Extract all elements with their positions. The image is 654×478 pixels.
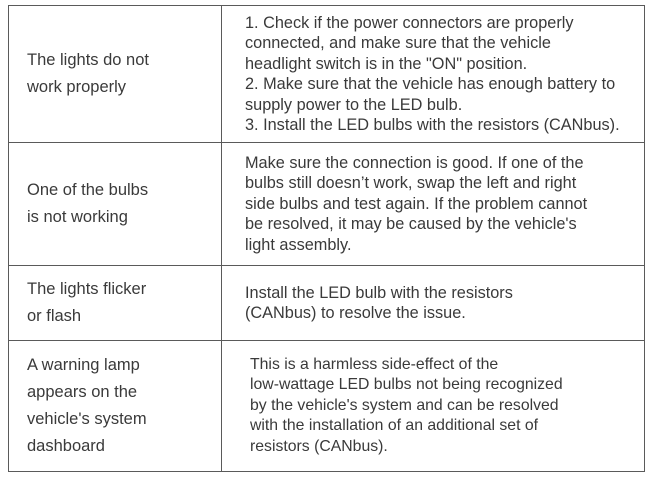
problem-text: work properly: [27, 78, 127, 96]
solution-text: light assembly.: [245, 235, 352, 254]
solution-cell: [222, 6, 645, 143]
problem-cell: [9, 266, 222, 341]
solution-text: Install the LED bulb with the resistors: [245, 283, 513, 302]
problem-text: The lights do not: [27, 51, 149, 69]
solution-text: be resolved, it may be caused by the vehicle's: [245, 215, 577, 234]
solution-text: This is a harmless side-effect of the: [250, 355, 499, 373]
problem-text: One of the bulbs: [27, 181, 149, 199]
solution-text: Make sure the connection is good. If one of the: [245, 153, 584, 172]
problem-text: is not working: [27, 208, 128, 226]
solution-text: with the installation of an additional set of: [250, 417, 539, 435]
problem-text: dashboard: [27, 437, 105, 455]
problem-text: The lights flicker: [27, 280, 147, 298]
solution-text: 3. Install the LED bulbs with the resistors (CANbus).: [245, 116, 620, 134]
table-row: [9, 341, 645, 472]
solution-text: (CANbus) to resolve the issue.: [245, 304, 466, 322]
solution-text: bulbs still doesn’t work, swap the left and right: [245, 174, 577, 193]
solution-cell: [222, 266, 645, 341]
solution-cell: [222, 341, 645, 472]
problem-text: appears on the: [27, 383, 138, 401]
solution-text: side bulbs and test again. If the problem cannot: [245, 194, 588, 213]
problem-cell: [9, 143, 222, 266]
table-row: [9, 6, 645, 143]
solution-text: supply power to the LED bulb.: [245, 95, 463, 114]
table-row: [9, 266, 645, 341]
solution-cell: [222, 143, 645, 266]
solution-text: low-wattage LED bulbs not being recognized: [250, 376, 563, 394]
problem-text: A warning lamp: [27, 356, 140, 374]
solution-text: by the vehicle's system and can be resolved: [250, 396, 559, 414]
solution-text: 2. Make sure that the vehicle has enough battery to: [245, 75, 616, 93]
solution-text: 1. Check if the power connectors are properly: [245, 13, 574, 32]
problem-cell: [9, 6, 222, 143]
problem-cell: [9, 341, 222, 472]
solution-text: resistors (CANbus).: [250, 437, 388, 455]
table-row: [9, 143, 645, 266]
problem-text: vehicle's system: [27, 410, 147, 428]
solution-text: headlight switch is in the "ON" position.: [245, 54, 528, 73]
troubleshooting-table: [8, 5, 645, 472]
solution-text: connected, and make sure that the vehicle: [245, 34, 551, 52]
problem-text: or flash: [27, 307, 82, 325]
